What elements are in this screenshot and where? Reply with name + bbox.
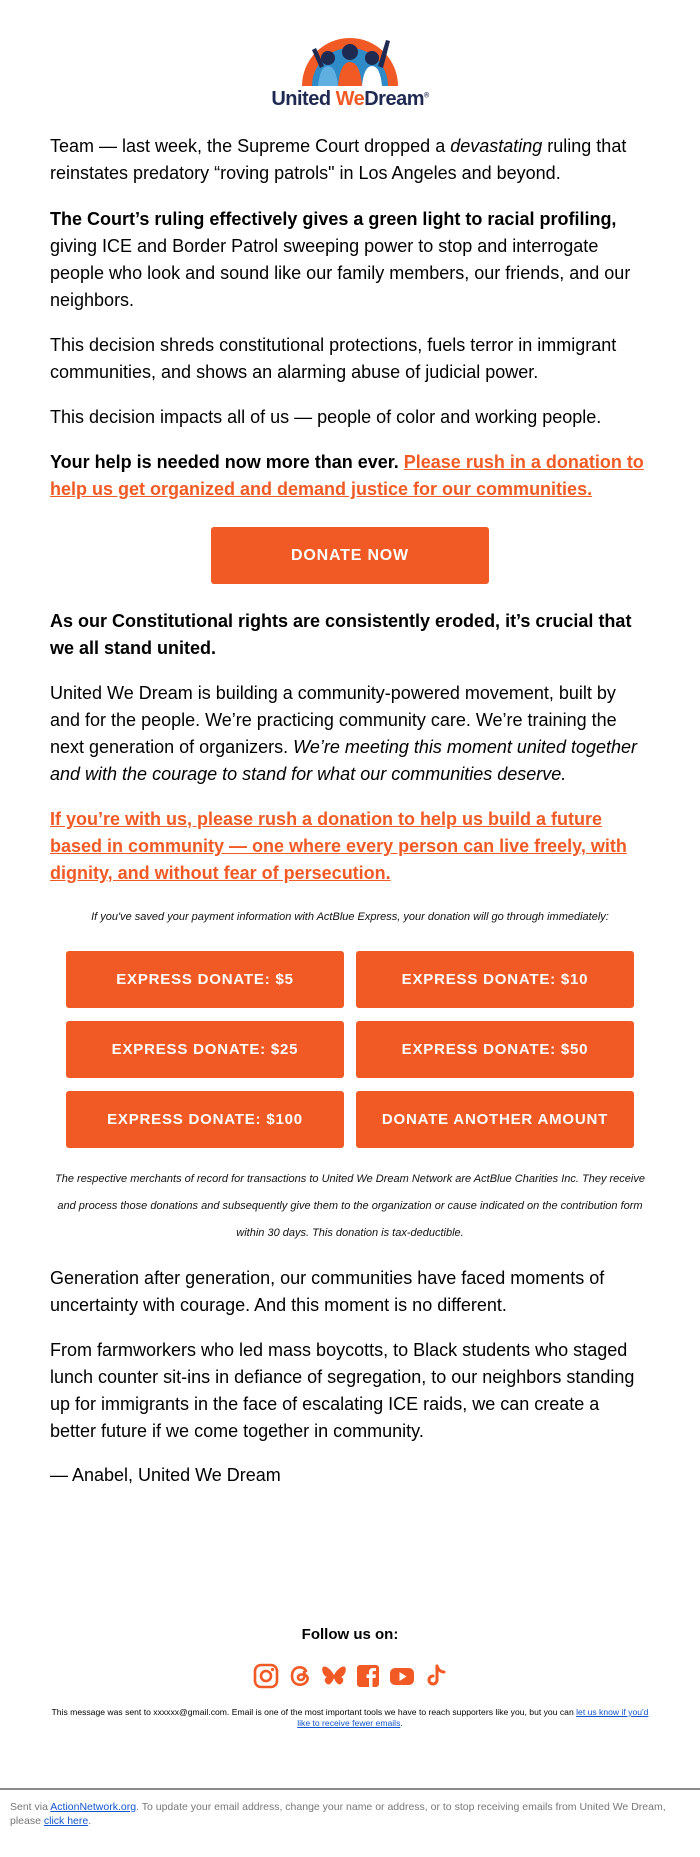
footer-divider bbox=[0, 1788, 700, 1790]
express-donate-10-button[interactable]: EXPRESS DONATE: $10 bbox=[356, 951, 634, 1008]
paragraph-intro: Team — last week, the Supreme Court dropped a devastating ruling that reinstates predatory “roving patrols" in Los Angeles and beyond. bbox=[50, 136, 627, 183]
paragraph-generation: Generation after generation, our communities have faced moments of uncertainty with courage. And this moment is no different. bbox=[50, 1268, 605, 1315]
express-donate-5-button[interactable]: EXPRESS DONATE: $5 bbox=[66, 951, 344, 1008]
donation-link-future[interactable]: If you’re with us, please rush a donation to help us build a future based in community — one where every person can live freely, with dignity, and without fear of persecution. bbox=[50, 809, 627, 883]
paragraph-impacts: This decision impacts all of us — people of color and working people. bbox=[50, 407, 602, 427]
signoff: — Anabel, United We Dream bbox=[50, 1465, 281, 1485]
donate-now-button[interactable]: DONATE NOW bbox=[211, 527, 489, 584]
paragraph-decision-shreds: This decision shreds constitutional protections, fuels terror in immigrant communities, and shows an alarming abuse of judicial power. bbox=[50, 335, 617, 382]
donate-another-amount-button[interactable]: DONATE ANOTHER AMOUNT bbox=[356, 1091, 634, 1148]
sent-to-notice: This message was sent to xxxxxx@gmail.com. Email is one of the most important tools we have to reach supporters like you, but you can let us know if you'd like to receive fewer emails. bbox=[51, 1707, 649, 1728]
logo-wordmark: United WeDream® bbox=[271, 88, 429, 110]
express-donate-25-button[interactable]: EXPRESS DONATE: $25 bbox=[66, 1021, 344, 1078]
follow-us-heading: Follow us on: bbox=[301, 1626, 399, 1643]
express-donate-50-button[interactable]: EXPRESS DONATE: $50 bbox=[356, 1021, 634, 1078]
logo-illustration bbox=[298, 28, 402, 86]
tiktok-icon[interactable] bbox=[422, 1662, 450, 1690]
paragraph-donation-cta bbox=[50, 806, 650, 887]
donation-link-justice[interactable]: Please rush in a donation to help us get organized and demand justice for our communities. bbox=[50, 452, 644, 499]
actblue-express-note: If you've saved your payment information with ActBlue Express, your donation will go through immediately: bbox=[91, 911, 609, 923]
actionnetwork-link[interactable]: ActionNetwork.org bbox=[50, 1801, 137, 1813]
click-here-link[interactable]: click here bbox=[43, 1815, 89, 1827]
paragraph-court-ruling: The Court’s ruling effectively gives a green light to racial profiling, giving ICE and Border Patrol sweeping power to stop and interrogate people who look and sound like our family members, our friends, and our neighbors. bbox=[50, 209, 631, 310]
social-icons-row bbox=[250, 1662, 450, 1692]
paragraph-help-needed: Your help is needed now more than ever. Please rush in a donation to help us get organized and demand justice for our communities. bbox=[50, 452, 644, 499]
bluesky-icon[interactable] bbox=[320, 1662, 348, 1690]
paragraph-movement: United We Dream is building a community-powered movement, built by and for the people. We’re practicing community care. We’re training the next generation of organizers. We’re meeting this moment united together and with the courage to stand for what our communities deserve. bbox=[50, 683, 638, 784]
paragraph-farmworkers: From farmworkers who led mass boycotts, to Black students who staged lunch counter sit-ins in defiance of segregation, to our neighbors standing up for immigrants in the face of escalating ICE raids, we can create a better future if we come together in community. bbox=[50, 1340, 635, 1441]
fewer-emails-link[interactable]: let us know if you'd like to receive fewer emails bbox=[297, 1707, 649, 1728]
instagram-icon[interactable] bbox=[252, 1662, 280, 1690]
actblue-legal-disclaimer: The respective merchants of record for transactions to United We Dream Network are ActBlue Charities Inc. They receive and process those donations and subsequently give them to the organization or cause indicated on the contribution form within 30 days. This donation is tax-deductible. bbox=[55, 1173, 645, 1239]
action-network-footer: Sent via ActionNetwork.org. To update your email address, change your name or address, or to stop receiving emails from United We Dream, please click here. bbox=[10, 1801, 666, 1827]
united-we-dream-logo[interactable] bbox=[268, 28, 432, 114]
youtube-icon[interactable] bbox=[388, 1662, 416, 1690]
facebook-icon[interactable] bbox=[354, 1662, 382, 1690]
threads-icon[interactable] bbox=[286, 1662, 314, 1690]
express-donate-100-button[interactable]: EXPRESS DONATE: $100 bbox=[66, 1091, 344, 1148]
paragraph-rights-eroded: As our Constitutional rights are consistently eroded, it’s crucial that we all stand united. bbox=[50, 611, 632, 658]
